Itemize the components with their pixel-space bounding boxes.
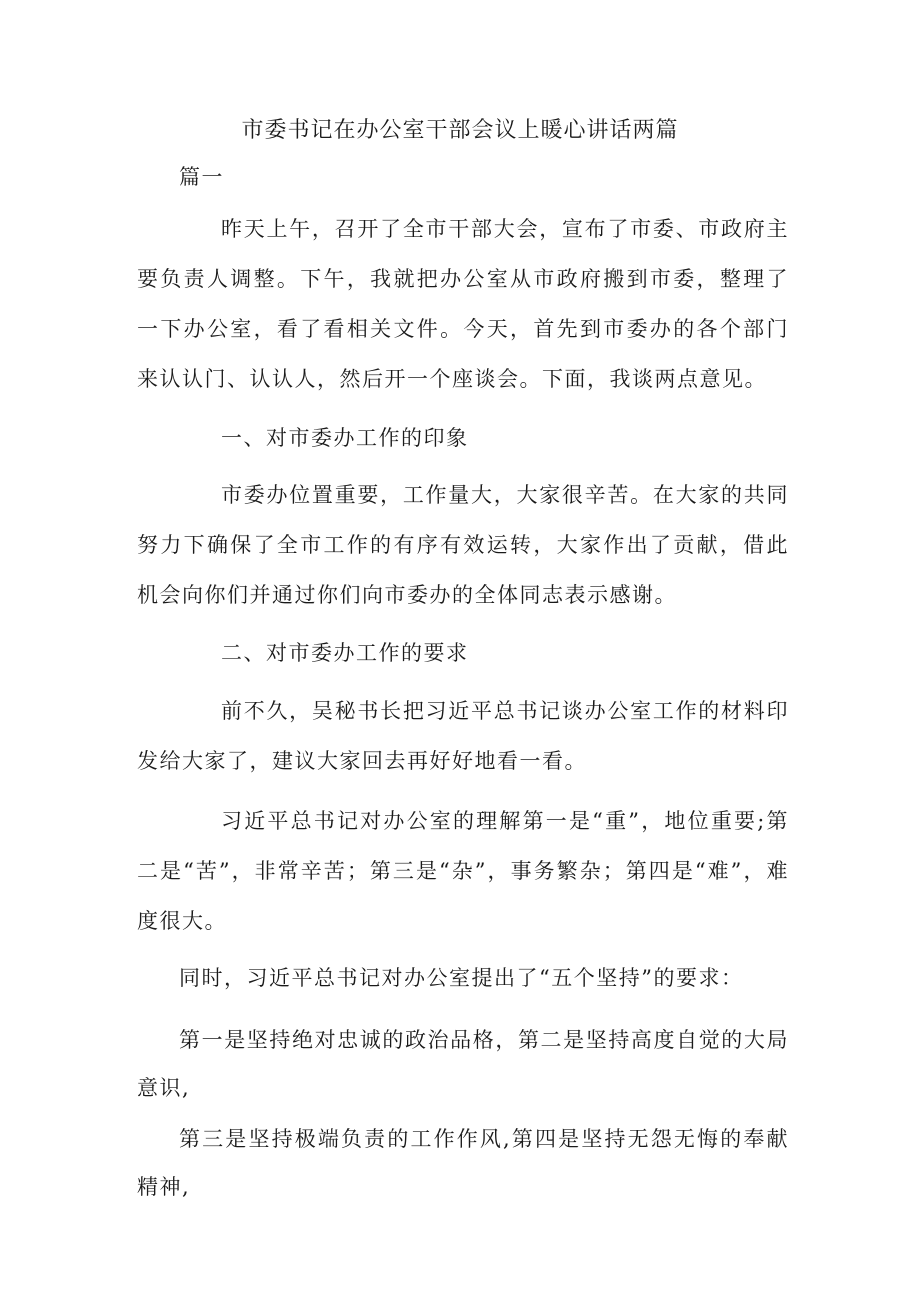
paragraph-insist-three-four: 第三是坚持极端负责的工作作风,第四是坚持无怨无悔的奉献精神,	[137, 1127, 789, 1199]
paragraph-materials: 前不久，吴秘书长把习近平总书记谈办公室工作的材料印发给大家了，建议大家回去再好好地看一看。	[137, 699, 789, 773]
paragraph-understanding: 习近平总书记对办公室的理解第一是“重”，地位重要;第二是“苦”，非常辛苦；第三是“杂”，事务繁杂；第四是“难”，难度很大。	[137, 809, 789, 933]
paragraph-insist-one-two: 第一是坚持绝对忠诚的政治品格，第二是坚持高度自觉的大局意识,	[137, 1028, 789, 1100]
paragraph-five-insist: 同时，习近平总书记对办公室提出了“五个坚持”的要求：	[179, 966, 744, 990]
document-title: 市委书记在办公室干部会议上暖心讲话两篇	[241, 118, 679, 143]
section-label: 篇一	[179, 165, 224, 189]
paragraph-impression: 市委办位置重要，工作量大，大家很辛苦。在大家的共同努力下确保了全市工作的有序有效运转，大家作出了贡献，借此机会向你们并通过你们向市委办的全体同志表示感谢。	[137, 483, 789, 607]
paragraph-opening: 昨天上午，召开了全市干部大会，宣布了市委、市政府主要负责人调整。下午，我就把办公室从市政府搬到市委，整理了一下办公室，看了看相关文件。今天，首先到市委办的各个部门来认认门、认认人，然后开一个座谈会。下面，我谈两点意见。	[137, 217, 789, 391]
heading-impression: 一、对市委办工作的印象	[221, 426, 469, 450]
heading-requirements: 二、对市委办工作的要求	[221, 641, 469, 665]
